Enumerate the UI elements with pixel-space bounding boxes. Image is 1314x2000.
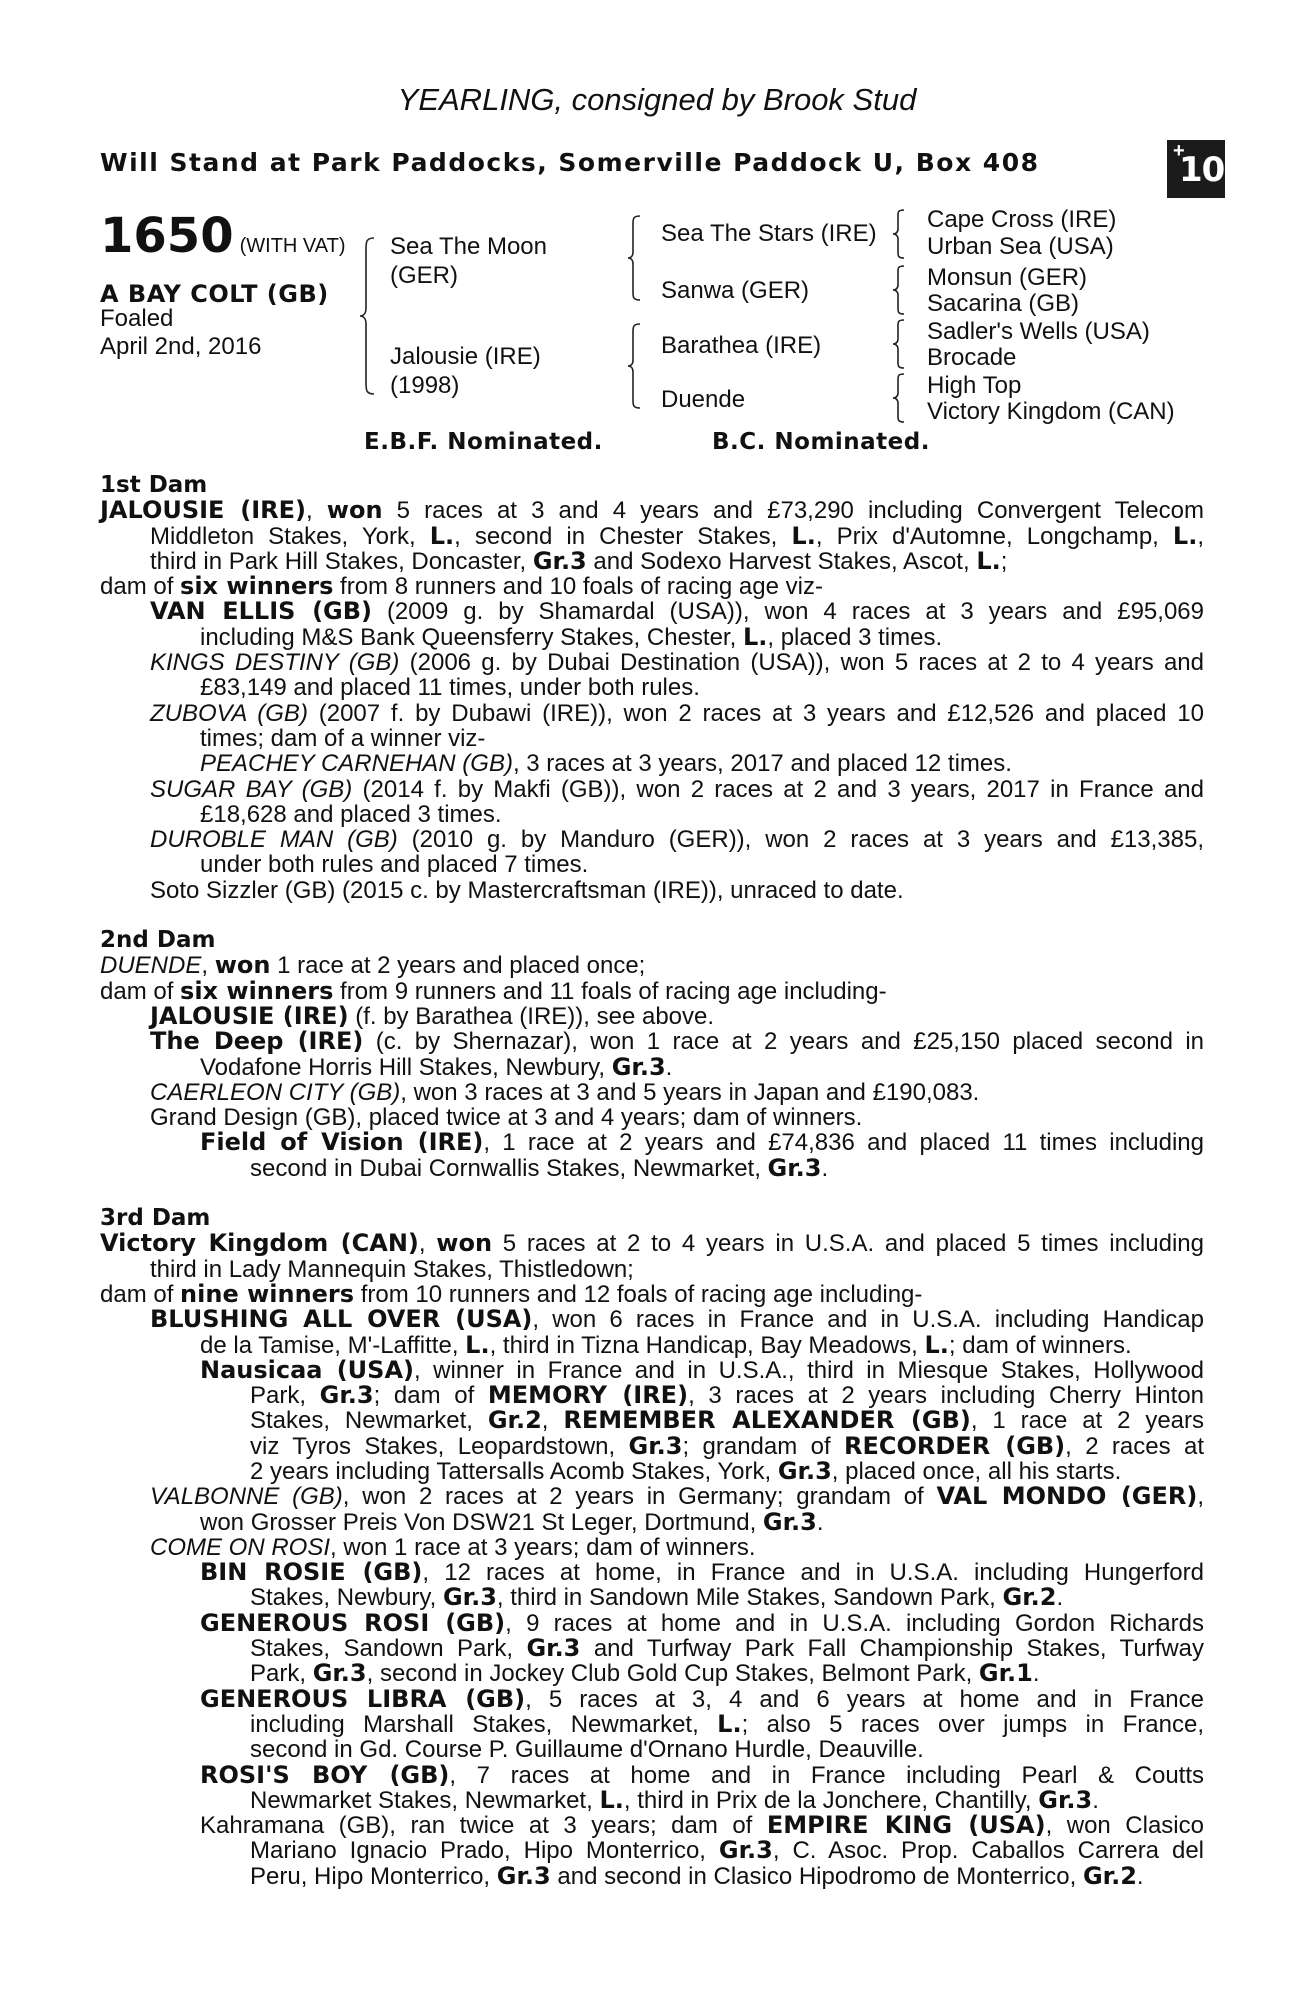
progeny-line: Field of Vision (IRE), 1 race at 2 years and £74,836 and placed 11 times including — [200, 1128, 1204, 1157]
progeny-line: SUGAR BAY (GB) (2014 f. by Makfi (GB)), won 2 races at 2 and 3 years, 2017 in France and — [150, 775, 1205, 803]
progeny-line: times; dam of a winner viz- — [200, 724, 486, 752]
progeny-line: KINGS DESTINY (GB) (2006 g. by Dubai Destination (USA)), won 5 races at 2 to 4 years and — [150, 649, 1204, 677]
foaled-label: Foaled — [100, 305, 174, 332]
progeny-line: Soto Sizzler (GB) (2015 c. by Mastercraftsman (IRE)), unraced to date. — [150, 876, 904, 904]
foaled-date: April 2nd, 2016 — [100, 333, 262, 360]
sire-dam: Sanwa (GER) — [661, 277, 810, 304]
pedigree-brace-dam — [628, 322, 644, 410]
sire-country: (GER) — [390, 262, 458, 289]
progeny-line: The Deep (IRE) (c. by Shernazar), won 1 race at 2 years and £25,150 placed second in — [150, 1027, 1205, 1056]
dam1-line: dam of six winners from 8 runners and 10 foals of racing age viz- — [100, 572, 823, 601]
badge-plus: + — [1173, 140, 1185, 162]
progeny-line: DUROBLE MAN (GB) (2010 g. by Manduro (GER)), won 2 races at 3 years and £13,385, — [150, 826, 1204, 854]
dam3-line: third in Lady Mannequin Stakes, Thistledown; — [150, 1255, 634, 1283]
lot-number: 1650 — [100, 208, 234, 264]
rating-badge — [1167, 140, 1225, 198]
section-heading: 1st Dam — [100, 472, 208, 498]
sire-name: Sea The Moon — [390, 233, 547, 260]
progeny-line: de la Tamise, M'-Laffitte, L., third in Tizna Handicap, Bay Meadows, L.; dam of winners. — [200, 1330, 1132, 1359]
dam-sire: Barathea (IRE) — [661, 332, 822, 359]
progeny-line: BIN ROSIE (GB), 12 races at home, in France and in U.S.A. including Hungerford — [200, 1558, 1204, 1587]
dam-name: Jalousie (IRE) — [390, 343, 541, 370]
section-heading: 2nd Dam — [100, 927, 216, 954]
progeny-line: 2 years including Tattersalls Acomb Stakes, York, Gr.3, placed once, all his starts. — [250, 1456, 1122, 1485]
progeny-line: £18,628 and placed 3 times. — [200, 800, 502, 828]
progeny-line: viz Tyros Stakes, Leopardstown, Gr.3; grandam of RECORDER (GB), 2 races at — [250, 1431, 1204, 1460]
bc-nomination: B.C. Nominated. — [712, 429, 930, 455]
progeny-line: BLUSHING ALL OVER (USA), won 6 races in France and in U.S.A. including Handicap — [150, 1305, 1204, 1334]
ggs-7: High Top — [927, 372, 1022, 399]
ggs-8: Victory Kingdom (CAN) — [927, 398, 1175, 425]
dam3-line: Victory Kingdom (CAN), won 5 races at 2 to 4 years in U.S.A. and placed 5 times including — [100, 1229, 1204, 1258]
pedigree-brace-dd — [893, 372, 907, 424]
progeny-line: won Grosser Preis Von DSW21 St Leger, Dortmund, Gr.3. — [200, 1507, 824, 1536]
page-header: YEARLING, consigned by Brook Stud — [397, 82, 917, 117]
progeny-line: £83,149 and placed 11 times, under both rules. — [200, 674, 700, 702]
progeny-line: Stakes, Newmarket, Gr.2, REMEMBER ALEXANDER (GB), 1 race at 2 years — [250, 1406, 1205, 1435]
dam1-line: Middleton Stakes, York, L., second in Chester Stakes, L., Prix d'Automne, Longchamp, L., — [150, 521, 1205, 550]
progeny-line: PEACHEY CARNEHAN (GB), 3 races at 3 years, 2017 and placed 12 times. — [200, 750, 1012, 778]
progeny-line: under both rules and placed 7 times. — [200, 851, 589, 879]
dam1-line: third in Park Hill Stakes, Doncaster, Gr.3 and Sodexo Harvest Stakes, Ascot, L.; — [150, 546, 1008, 575]
progeny-line: ZUBOVA (GB) (2007 f. by Dubawi (IRE)), won 2 races at 3 years and £12,526 and placed 10 — [150, 699, 1204, 727]
sire-sire: Sea The Stars (IRE) — [661, 220, 877, 247]
progeny-line: COME ON ROSI, won 1 race at 3 years; dam of winners. — [150, 1533, 756, 1561]
vat-note: (WITH VAT) — [239, 235, 346, 257]
progeny-line: second in Dubai Cornwallis Stakes, Newmarket, Gr.3. — [250, 1153, 829, 1182]
ggs-6: Brocade — [927, 344, 1017, 371]
progeny-line: Peru, Hipo Monterrico, Gr.3 and second in Clasico Hipodromo de Monterrico, Gr.2. — [250, 1861, 1144, 1890]
dam1-line: JALOUSIE (IRE), won 5 races at 3 and 4 years and £73,290 including Convergent Telecom — [100, 496, 1204, 525]
progeny-line: ROSI'S BOY (GB), 7 races at home and in France including Pearl & Coutts — [200, 1760, 1205, 1789]
progeny-line: GENEROUS LIBRA (GB), 5 races at 3, 4 and 6 years at home and in France — [200, 1684, 1204, 1713]
ggs-2: Urban Sea (USA) — [927, 233, 1114, 260]
dam2-line: DUENDE, won 1 race at 2 years and placed once; — [100, 951, 646, 980]
badge-value: 10 — [1179, 150, 1225, 190]
ggs-4: Sacarina (GB) — [927, 290, 1080, 317]
progeny-line: CAERLEON CITY (GB), won 3 races at 3 and 5 years in Japan and £190,083. — [150, 1078, 980, 1106]
ggs-3: Monsun (GER) — [927, 264, 1088, 291]
lot-number-block — [100, 208, 346, 264]
progeny-line: Kahramana (GB), ran twice at 3 years; dam of EMPIRE KING (USA), won Clasico — [200, 1811, 1204, 1840]
pedigree-brace-sd — [893, 264, 907, 316]
progeny-line: Park, Gr.3; dam of MEMORY (IRE), 3 races at 2 years including Cherry Hinton — [250, 1381, 1205, 1410]
ebf-nomination: E.B.F. Nominated. — [364, 429, 603, 455]
progeny-line: second in Gd. Course P. Guillaume d'Ornano Hurdle, Deauville. — [250, 1736, 924, 1764]
progeny-line: including M&S Bank Queensferry Stakes, Chester, L., placed 3 times. — [200, 622, 943, 651]
pedigree-brace-ds — [893, 318, 907, 370]
progeny-line: Stakes, Newbury, Gr.3, third in Sandown Mile Stakes, Sandown Park, Gr.2. — [250, 1583, 1064, 1612]
dam2-line: dam of six winners from 9 runners and 11 foals of racing age including- — [100, 976, 887, 1005]
progeny-line: VALBONNE (GB), won 2 races at 2 years in Germany; grandam of VAL MONDO (GER), — [150, 1482, 1205, 1511]
progeny-line: Grand Design (GB), placed twice at 3 and 4 years; dam of winners. — [150, 1104, 863, 1132]
ggs-1: Cape Cross (IRE) — [927, 206, 1117, 233]
progeny-line: Park, Gr.3, second in Jockey Club Gold Cup Stakes, Belmont Park, Gr.1. — [250, 1659, 1040, 1688]
progeny-line: JALOUSIE (IRE) (f. by Barathea (IRE)), see above. — [150, 1001, 715, 1030]
dam-year: (1998) — [390, 372, 460, 399]
dam-dam: Duende — [661, 386, 746, 413]
ggs-5: Sadler's Wells (USA) — [927, 318, 1150, 345]
pedigree-brace-ss — [893, 208, 907, 260]
progeny-line: Vodafone Horris Hill Stakes, Newbury, Gr.3. — [200, 1052, 673, 1081]
progeny-line: Newmarket Stakes, Newmarket, L., third in Prix de la Jonchere, Chantilly, Gr.3. — [250, 1785, 1099, 1814]
progeny-line: GENEROUS ROSI (GB), 9 races at home and in U.S.A. including Gordon Richards — [200, 1608, 1204, 1637]
pedigree-brace-sire — [628, 214, 644, 302]
dam3-line: dam of nine winners from 10 runners and 12 foals of racing age including- — [100, 1279, 923, 1308]
horse-name: A BAY COLT (GB) — [100, 280, 329, 308]
stand-location: Will Stand at Park Paddocks, Somerville Paddock U, Box 408 — [100, 148, 1040, 177]
section-heading: 3rd Dam — [100, 1205, 211, 1232]
catalogue-body — [100, 473, 1204, 1889]
progeny-line: Stakes, Sandown Park, Gr.3 and Turfway Park Fall Championship Stakes, Turfway — [250, 1634, 1205, 1663]
progeny-line: Mariano Ignacio Prado, Hipo Monterrico, Gr.3, C. Asoc. Prop. Caballos Carrera del — [250, 1836, 1204, 1865]
pedigree-brace-main — [360, 236, 380, 396]
progeny-line: including Marshall Stakes, Newmarket, L.; also 5 races over jumps in France, — [250, 1709, 1204, 1738]
progeny-line: VAN ELLIS (GB) (2009 g. by Shamardal (USA)), won 4 races at 3 years and £95,069 — [150, 597, 1204, 626]
progeny-line: Nausicaa (USA), winner in France and in U.S.A., third in Miesque Stakes, Hollywood — [200, 1355, 1205, 1384]
